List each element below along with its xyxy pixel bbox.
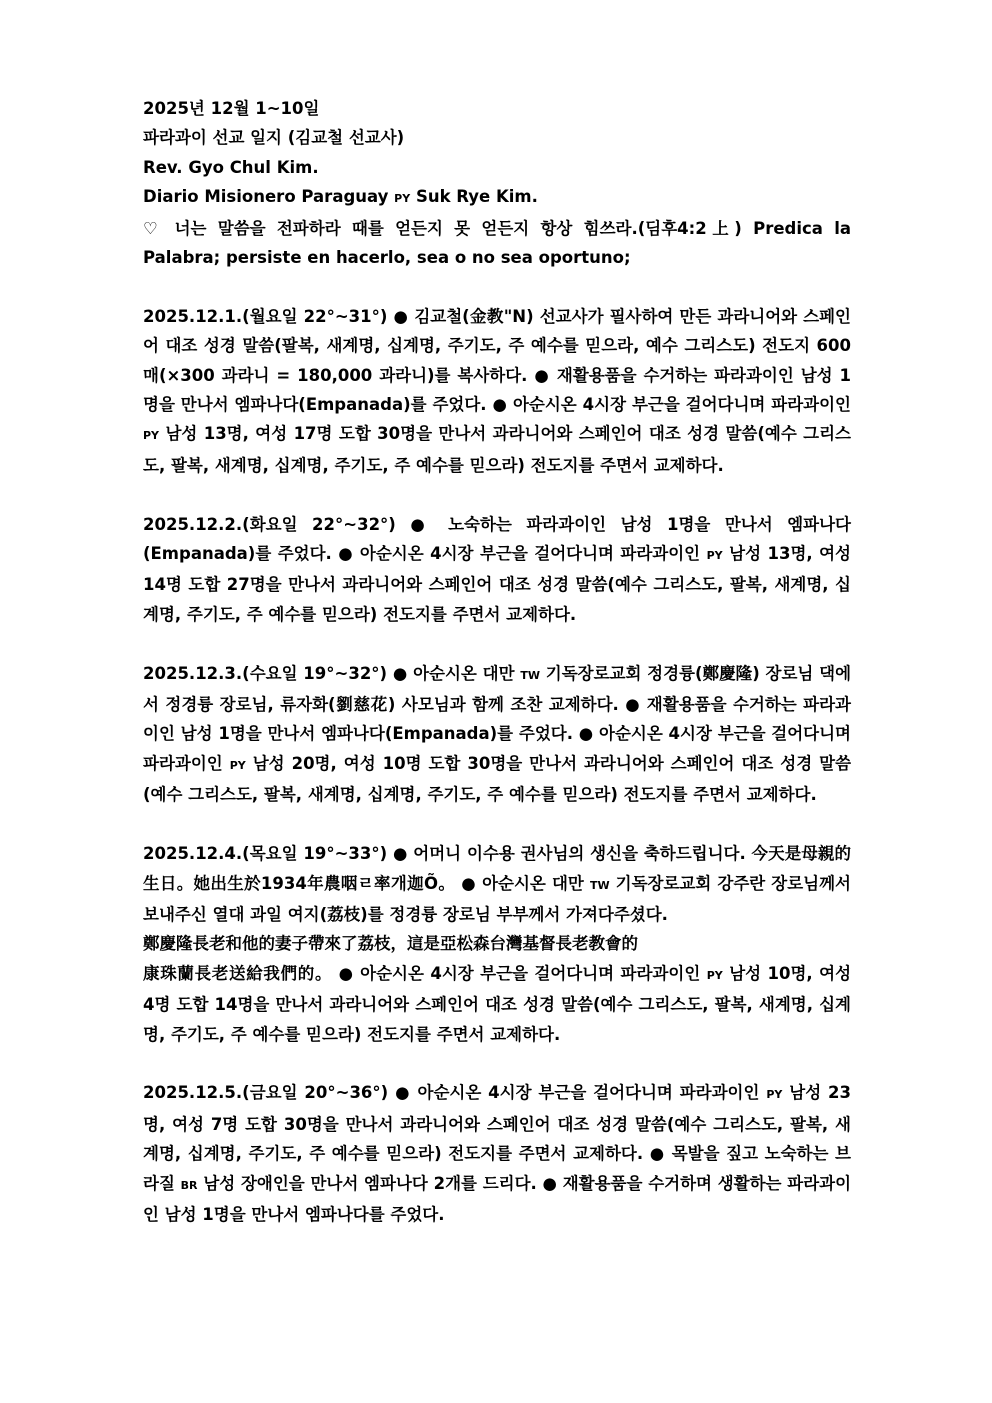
country-tag: PY [766,1088,783,1102]
diario-text: Diario Misionero Paraguay [143,187,389,207]
entry-text: 기독장로교회 강주란 장로님께서 보내주신 열대 과일 여지(荔枝)를 정경륭 장로님 부부께서 가져다주셨다. [143,873,851,924]
spacer [143,480,851,509]
entry-dec-5 [143,1078,851,1229]
country-tag: PY [706,549,723,563]
entry-dec-1 [143,302,851,480]
entry-text: 2025.12.4.(목요일 19°~33°) ● 어머니 이수용 권사님의 생신을 축하드립니다. 今天是母親的生日。她出生於1934年農咽ㄹ率개迦Õ。 ● 아순시온 대만 [143,844,851,893]
entry-text: 2025.12.1.(월요일 22°~31°) ● 김교철(金教"N) 선교사가 필사하여 만든 과라니어와 스페인어 대조 성경 말씀(팔복, 새계명, 십계명, 주기도, 주 예수를 믿으라, 예수 그리스도) 전도지 600매(×300 과라니 = 180,000 과라니)를 복사하다. ● 재활용품을 수거하는 파라과이인 남성 1명을 만나서 엠파나다(Empanada)를 주었다. ● 아순시온 4시장 부근을 걸어다니며 파라과이인 [143,306,851,415]
country-tag: PY [394,192,411,206]
spacer [143,1049,851,1078]
entry-text: 남성 13명, 여성 14명 도합 27명을 만나서 과라니어와 스페인어 대조 성경 말씀(예수 그리스도, 팔복, 새계명, 십계명, 주기도, 주 예수를 믿으라) 전도지를 주면서 교제하다. [143,544,851,624]
entry-text: 2025.12.5.(금요일 20°~36°) ● 아순시온 4시장 부근을 걸어다니며 파라과이인 [143,1083,760,1103]
spacer [143,629,851,658]
entry-text: 기독장로교회 정경륭(鄭慶隆) 장로님 댁에서 정경륭 장로님, 류자화(劉慈花) 사모님과 함께 조찬 교제하다. ● 재활용품을 수거하는 파라과이인 남성 1명을 만나서 엠파나다(Empanada)를 주었다. ● 아순시온 4시장 부근을 걸어다니며 파라과이인 [143,663,852,773]
country-tag: PY [143,429,160,443]
entry-dec-4 [143,839,851,929]
entry-text: 남성 23명, 여성 7명 도합 30명을 만나서 과라니어와 스페인어 대조 성경 말씀(예수 그리스도, 팔복, 새계명, 십계명, 주기도, 주 예수를 믿으라) 전도지를 주면서 교제하다. ● 목발을 짚고 노숙하는 브라질 [143,1083,852,1193]
document-title: 파라과이 선교 일지 (김교철 선교사) [143,128,405,148]
country-tag: BR [180,1178,198,1192]
diario-author: Suk Rye Kim. [415,187,538,207]
entry-text: 2025.12.3.(수요일 19°~32°) ● 아순시온 대만 [143,663,515,683]
entry-text: 2025.12.2.(화요일 22°~32°) ● 노숙하는 파라과이인 남성 1명을 만나서 엠파나다(Empanada)를 주었다. ● 아순시온 4시장 부근을 걸어다니며 파라과이인 [143,514,851,564]
spacer [143,272,851,301]
entry-chinese-line: 鄭慶隆長老和他的妻子帶來了荔枝，這是亞松森台灣基督長老教會的 [143,934,638,954]
author-name: Rev. Gyo Chul Kim. [143,157,319,177]
entry-dec-4-cont [143,959,851,1049]
entry-text: 남성 장애인을 만나서 엠파나다 2개를 드리다. ● 재활용품을 수거하며 생활하는 파라과이인 남성 1명을 만나서 엠파나다를 주었다. [143,1173,852,1224]
entry-dec-2 [143,510,851,630]
entry-dec-3 [143,659,851,810]
date-range: 2025년 12월 1~10일 [143,99,320,118]
diario-line [143,182,851,213]
entry-text: 남성 10명, 여성 4명 도합 14명을 만나서 과라니어와 스페인어 대조 성경 말씀(예수 그리스도, 팔복, 새계명, 십계명, 주기도, 주 예수를 믿으라) 전도지를 주면서 교제하다. [143,963,852,1044]
entry-text: 남성 20명, 여성 10명 도합 30명을 만나서 과라니어와 스페인어 대조 성경 말씀(예수 그리스도, 팔복, 새계명, 십계명, 주기도, 주 예수를 믿으라) 전도지를 주면서 교제하다. [143,753,852,805]
bible-verse: ♡ 너는 말씀을 전파하라 때를 얻든지 못 얻든지 항상 힘쓰라.(딤후4:2上) Predica la Palabra; persiste en hacerlo, sea o no sea oportuno; [143,218,851,268]
entry-text: 康珠蘭長老送給我們的。 ● 아순시온 4시장 부근을 걸어다니며 파라과이인 [143,963,701,983]
country-tag: TW [589,878,610,892]
country-tag: TW [520,668,540,682]
spacer [143,810,851,839]
country-tag: PY [229,758,246,772]
country-tag: PY [706,968,723,982]
entry-text: 남성 13명, 여성 17명 도합 30명을 만나서 과라니어와 스페인어 대조 성경 말씀(예수 그리스도, 팔복, 새계명, 십계명, 주기도, 주 예수를 믿으라) 전도지를 주면서 교제하다. [143,424,851,475]
